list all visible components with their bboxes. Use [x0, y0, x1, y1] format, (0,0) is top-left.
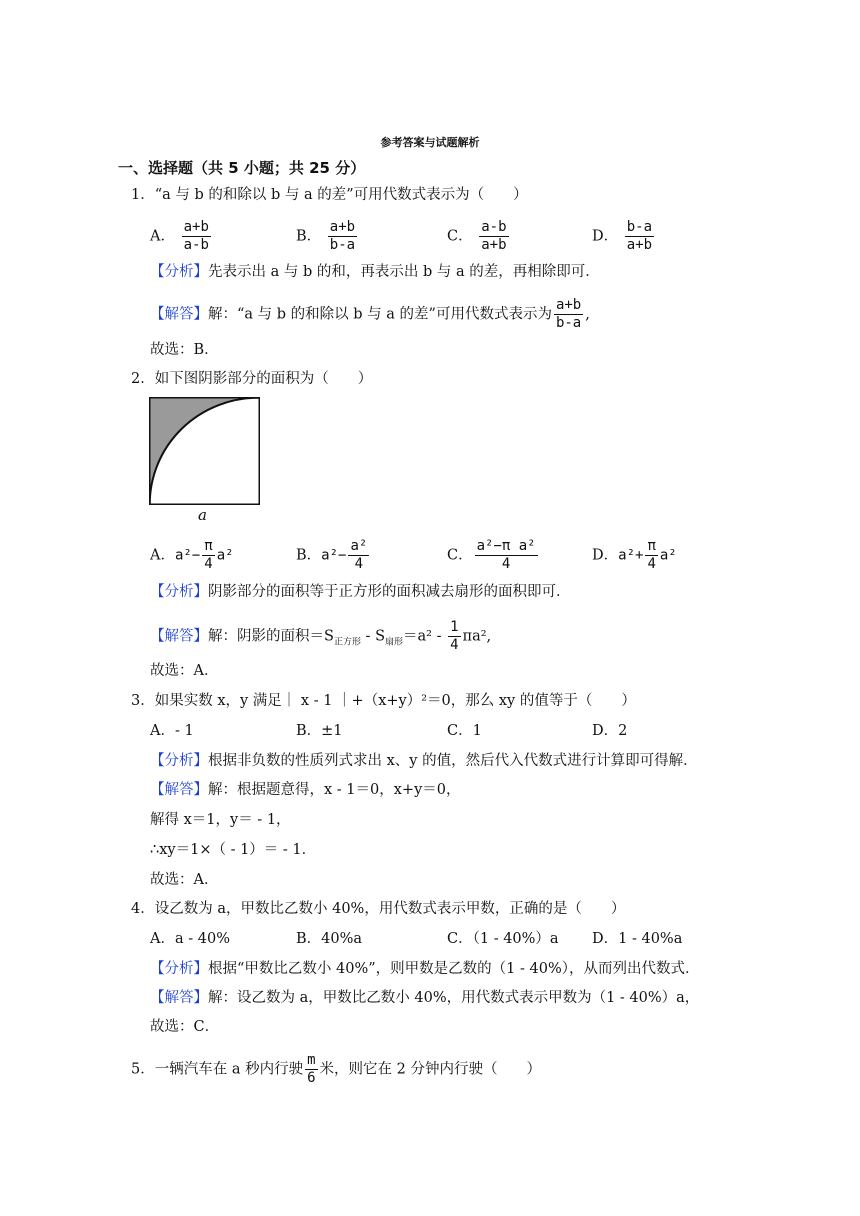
q4-choice: 故选：C． — [150, 1019, 220, 1035]
q3-step2: ∴xy＝1×（ - 1）＝ - 1． — [150, 842, 317, 858]
fraction: $\frac{a+b}{b-a}$ — [329, 219, 356, 253]
q1-option-a[interactable]: A． $\frac{a+b}{a-b}$ — [150, 219, 209, 253]
section-heading: 一、选择题（共 5 小题；共 25 分） — [118, 159, 366, 177]
q1-choice: 故选：B． — [150, 342, 219, 358]
fraction: $\frac{a+b}{a-b}$ — [183, 219, 209, 253]
q4-option-d[interactable]: D．1 - 40%a — [592, 931, 683, 947]
q3-option-d[interactable]: D．2 — [592, 723, 628, 739]
q4-option-a[interactable]: A．a - 40% — [150, 931, 230, 947]
page-title: 参考答案与试题解析 — [380, 136, 480, 149]
q5-stem: 5．一辆汽车在 a 秒内行驶 $\frac{m}{6}$ 米，则它在 2 分钟内行驶（ ） — [131, 1052, 541, 1086]
q3-option-b[interactable]: B．±1 — [296, 723, 343, 739]
fraction: $\frac{m}{6}$ — [307, 1052, 316, 1086]
q1-option-d[interactable]: D． $\frac{b-a}{a+b}$ — [592, 219, 653, 253]
q1-answer: 【解答】解：“a 与 b 的和除以 b 与 a 的差”可用代数式表示为 $\frac{a+b}{b-a}$ , — [150, 297, 590, 331]
q3-choice: 故选：A． — [150, 872, 219, 888]
q2-option-b[interactable]: B．a²− $\frac{\text{a²}}{4}$ — [296, 538, 368, 572]
q4-stem: 4．设乙数为 a，甲数比乙数小 40%，用代数式表示甲数，正确的是（ ） — [131, 901, 626, 917]
q4-option-c[interactable]: C．（1 - 40%）a — [447, 931, 559, 947]
fraction: $\frac{\pi}{4}$ — [647, 538, 656, 572]
fraction: $\frac{\pi}{4}$ — [204, 538, 213, 572]
q3-option-a[interactable]: A．- 1 — [150, 723, 194, 739]
q3-option-c[interactable]: C．1 — [447, 723, 482, 739]
fraction: $\frac{\text{a²}}{4}$ — [350, 538, 368, 572]
fraction: $\frac{1}{4}$ — [450, 619, 459, 653]
q2-stem: 2．如下图阴影部分的面积为（ ） — [131, 371, 373, 387]
q2-option-a[interactable]: A．a²− $\frac{\pi}{4}$ a² — [150, 538, 234, 572]
q2-choice: 故选：A． — [150, 663, 219, 679]
q1-option-b[interactable]: B． $\frac{a+b}{b-a}$ — [296, 219, 356, 253]
fraction: $\frac{b-a}{a+b}$ — [626, 219, 653, 253]
fraction: $\frac{a+b}{b-a}$ — [555, 297, 582, 331]
figure-label: a — [198, 506, 207, 524]
fraction: $\frac{\text{a²−π a²}}{4}$ — [476, 538, 536, 572]
q4-option-b[interactable]: B．40%a — [296, 931, 363, 947]
q4-answer: 【解答】解：设乙数为 a，甲数比乙数小 40%，用代数式表示甲数为（1 - 40%）a， — [150, 990, 700, 1006]
q3-stem: 3．如果实数 x，y 满足｜ x - 1 ｜+（x+y）²＝0，那么 xy 的值等于（ ） — [131, 693, 636, 709]
shaded-square-figure — [149, 397, 260, 505]
q3-analysis: 【分析】根据非负数的性质列式求出 x、y 的值，然后代入代数式进行计算即可得解． — [150, 753, 698, 769]
q2-option-d[interactable]: D．a²+ $\frac{\pi}{4}$ a² — [592, 538, 677, 572]
q1-option-c[interactable]: C． $\frac{a-b}{a+b}$ — [447, 219, 507, 253]
q2-option-c[interactable]: C． $\frac{\text{a²−π a²}}{4}$ — [447, 538, 536, 572]
q3-answer: 【解答】解：根据题意得，x - 1＝0，x+y＝0， — [150, 782, 461, 798]
q2-answer: 【解答】解：阴影的面积$=S_{正方形} - S_{扇形}=a^2$ - $\frac{1}{4}$ πa², — [150, 619, 492, 653]
q1-stem: 1．“a 与 b 的和除以 b 与 a 的差”可用代数式表示为（ ） — [131, 187, 528, 203]
q3-step1: 解得 x＝1，y＝ - 1， — [150, 812, 291, 828]
fraction: $\frac{a-b}{a+b}$ — [481, 219, 507, 253]
q2-analysis: 【分析】阴影部分的面积等于正方形的面积减去扇形的面积即可． — [150, 584, 571, 600]
q1-analysis: 【分析】先表示出 a 与 b 的和，再表示出 b 与 a 的差，再相除即可． — [150, 264, 600, 280]
q4-analysis: 【分析】根据“甲数比乙数小 40%”，则甲数是乙数的（1 - 40%），从而列出代数式． — [150, 961, 700, 977]
